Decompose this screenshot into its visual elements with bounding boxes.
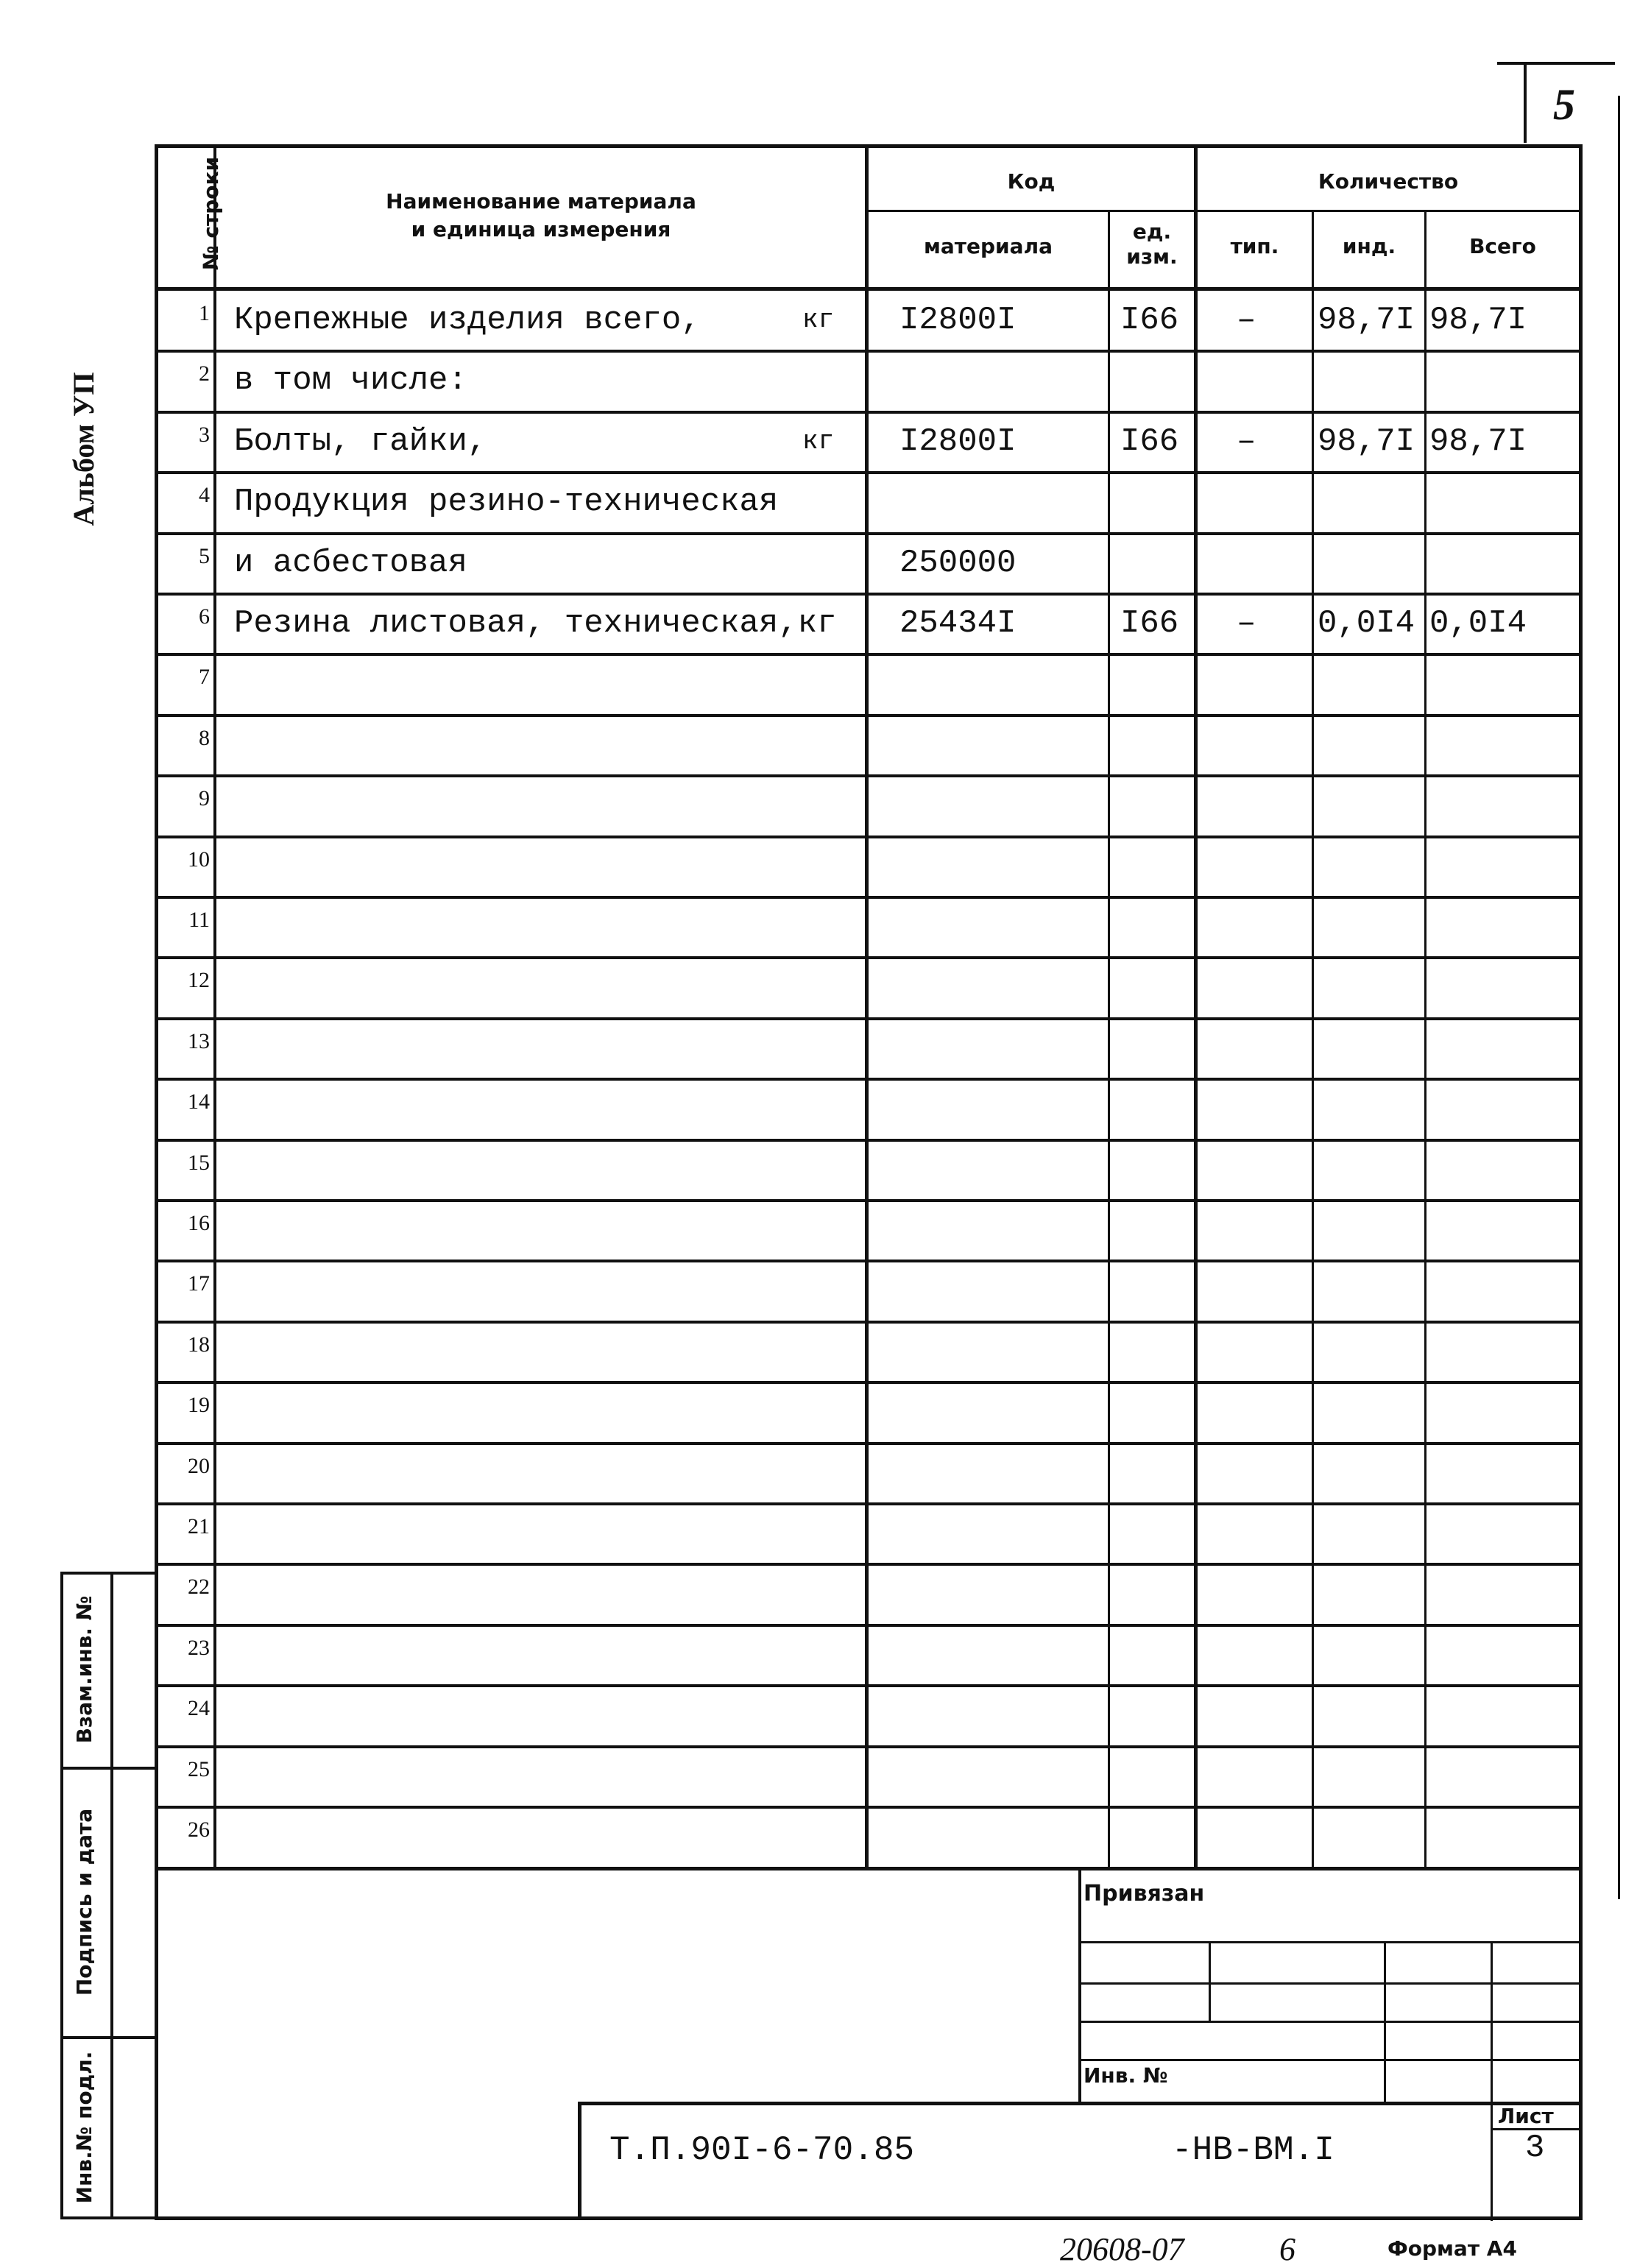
row-divider (155, 1199, 1583, 1202)
unit-code: I66 (1120, 302, 1179, 339)
row-number: 23 (188, 1636, 210, 1660)
row-divider (155, 714, 1583, 717)
header-sub-line (865, 210, 1579, 212)
sheet-number: 3 (1525, 2130, 1545, 2166)
col-line-num (213, 144, 216, 1870)
tb-line-4 (1078, 2059, 1579, 2061)
row-divider (155, 1563, 1583, 1566)
header-name: Наименование материала и единица измерения (386, 189, 696, 241)
header-quantity: Количество (1318, 169, 1459, 194)
row-number: 2 (199, 361, 210, 386)
tb-line-2 (1078, 1982, 1579, 1985)
stamp-sep-1 (60, 1767, 156, 1770)
row-number: 5 (199, 544, 210, 568)
row-number: 10 (188, 847, 210, 872)
tb-vert-main (1078, 1870, 1081, 2105)
material-name: Крепежные изделия всего, (234, 302, 701, 339)
row-number: 22 (188, 1575, 210, 1599)
row-divider (155, 774, 1583, 777)
stamp-inv-exchange: Взам.инв. № (72, 1595, 96, 1744)
row-number: 4 (199, 483, 210, 507)
row-divider (155, 1139, 1583, 1142)
header-code: Код (1007, 169, 1056, 194)
row-number: 24 (188, 1696, 210, 1720)
page-number-frame-left (1524, 62, 1527, 143)
row-number: 16 (188, 1211, 210, 1235)
qty-ind: 0,0I4 (1318, 605, 1415, 642)
tb-line-3 (1078, 2021, 1579, 2023)
row-divider (155, 1745, 1583, 1748)
row-divider (155, 1381, 1583, 1384)
qty-total: 98,7I (1429, 423, 1527, 460)
tb-designation-left (578, 2102, 581, 2219)
row-number: 11 (188, 908, 210, 932)
col-line-ind (1424, 210, 1426, 1870)
row-number: 26 (188, 1817, 210, 1842)
stamp-mid (110, 1572, 113, 2219)
material-name: Продукция резино-техническая (234, 484, 779, 520)
qty-typ: – (1237, 605, 1256, 642)
row-number: 13 (188, 1029, 210, 1053)
row-number: 9 (199, 786, 210, 810)
row-divider (155, 836, 1583, 838)
tb-line-1 (1078, 1941, 1579, 1943)
row-number: 7 (199, 665, 210, 689)
material-code: I2800I (899, 302, 1017, 339)
row-number: 6 (199, 604, 210, 629)
material-code: 250000 (899, 545, 1017, 582)
row-divider (155, 1017, 1583, 1020)
qty-typ: – (1237, 302, 1256, 339)
header-qty-total: Всего (1469, 234, 1536, 258)
header-qty-ind: инд. (1342, 234, 1396, 258)
frame-left (155, 144, 158, 2220)
designation-right: -НВ-ВМ.I (1172, 2131, 1334, 2169)
col-line-name (865, 144, 869, 1870)
frame-bottom (155, 2216, 1583, 2220)
tb-vert-c (1491, 1941, 1493, 2221)
inv-label: Инв. № (1083, 2063, 1168, 2088)
header-code-unit: ед. изм. (1126, 219, 1178, 269)
col-line-typ (1312, 210, 1314, 1870)
row-number: 15 (188, 1151, 210, 1175)
designation-left: Т.П.90I-6-70.85 (609, 2131, 915, 2169)
table-bottom (155, 1867, 1583, 1870)
unit-code: I66 (1120, 605, 1179, 642)
row-number: 20 (188, 1454, 210, 1478)
qty-typ: – (1237, 423, 1256, 460)
col-line-code (1108, 210, 1110, 1870)
page-number: 5 (1553, 80, 1575, 129)
row-divider (155, 956, 1583, 959)
row-number: 19 (188, 1393, 210, 1417)
qty-total: 0,0I4 (1429, 605, 1527, 642)
page-number-frame-top (1497, 62, 1615, 65)
bound-label: Привязан (1083, 1881, 1205, 1907)
right-margin-line (1618, 96, 1620, 1899)
row-number: 8 (199, 726, 210, 750)
row-divider (155, 1321, 1583, 1324)
header-row-no: № строки (199, 156, 223, 271)
header-qty-typ: тип. (1230, 234, 1279, 258)
row-number: 17 (188, 1271, 210, 1296)
material-code: 25434I (899, 605, 1017, 642)
header-code-material: материала (924, 234, 1053, 258)
row-divider (155, 1442, 1583, 1445)
row-divider (155, 1624, 1583, 1627)
unit-code: I66 (1120, 423, 1179, 460)
row-divider (155, 1502, 1583, 1505)
frame-top (155, 144, 1583, 148)
frame-right (1579, 144, 1583, 2220)
col-line-unit (1194, 144, 1198, 1870)
stamp-left (60, 1572, 63, 2219)
row-divider (155, 1078, 1583, 1081)
footer-format: Формат А4 (1387, 2236, 1517, 2261)
row-number: 18 (188, 1332, 210, 1357)
row-divider (155, 653, 1583, 656)
row-divider (155, 896, 1583, 899)
tb-designation-top (578, 2102, 1583, 2105)
material-code: I2800I (899, 423, 1017, 460)
tb-vert-b (1384, 1941, 1386, 2103)
stamp-inv-original: Инв.№ подл. (72, 2051, 96, 2204)
row-number: 21 (188, 1514, 210, 1539)
qty-ind: 98,7I (1318, 423, 1415, 460)
material-name: Резина листовая, техническая,кг (234, 605, 837, 642)
row-divider (155, 1684, 1583, 1687)
tb-vert-a (1209, 1941, 1211, 2022)
row-number: 1 (199, 301, 210, 325)
material-unit: кг (802, 426, 835, 456)
row-number: 12 (188, 968, 210, 992)
qty-ind: 98,7I (1318, 302, 1415, 339)
footer-doc-page: 6 (1279, 2231, 1295, 2267)
footer-doc-code: 20608-07 (1060, 2231, 1184, 2267)
material-name: Болты, гайки, (234, 423, 487, 460)
material-name: в том числе: (234, 362, 467, 399)
material-unit: кг (802, 305, 835, 335)
row-divider (155, 1806, 1583, 1809)
qty-total: 98,7I (1429, 302, 1527, 339)
stamp-signature-date: Подпись и дата (72, 1808, 96, 1996)
sheet-label: Лист (1498, 2104, 1554, 2128)
row-number: 3 (199, 423, 210, 447)
album-label: Альбом УП (67, 372, 100, 526)
row-number: 25 (188, 1757, 210, 1781)
row-number: 14 (188, 1089, 210, 1114)
material-name: и асбестовая (234, 545, 467, 582)
row-divider (155, 1260, 1583, 1262)
